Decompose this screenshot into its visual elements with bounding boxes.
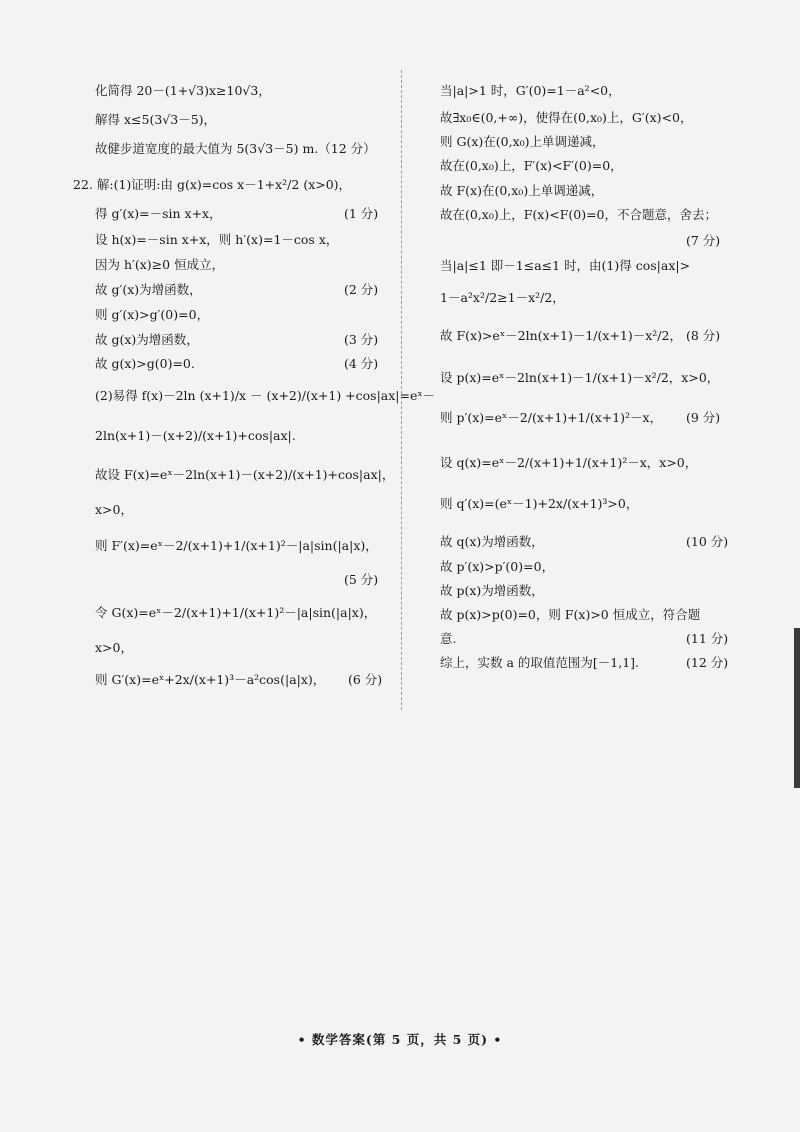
right-line-18: 故 p(x)>p(0)=0，则 F(x)>0 恒成立，符合题 (440, 607, 701, 622)
left-score-11: (4 分) (344, 356, 379, 371)
left-line-11: 故 g(x)>g(0)=0. (95, 356, 195, 371)
column-divider (401, 70, 402, 710)
right-line-4: 故在(0,x₀)上，F′(x)<F′(0)=0， (440, 158, 623, 173)
left-line-3: 故健步道宽度的最大值为 5(3√3－5) m.（12 分） (95, 141, 376, 156)
right-line-9: 1－a²x²/2≥1－x²/2， (440, 290, 565, 305)
right-line-15: 故 q(x)为增函数， (440, 534, 544, 549)
right-line-20: 综上，实数 a 的取值范围为[－1,1]. (440, 655, 640, 670)
right-score-15: (10 分) (686, 534, 729, 549)
left-line-5: 得 g′(x)=－sin x+x， (95, 206, 222, 221)
left-score-8: (2 分) (344, 282, 379, 297)
right-line-13: 设 q(x)=eˣ－2/(x+1)+1/(x+1)²－x，x>0， (440, 455, 698, 470)
right-line-16: 故 p′(x)>p′(0)=0， (440, 559, 555, 574)
right-line-1: 当|a|>1 时，G′(0)=1－a²<0， (440, 83, 621, 98)
left-line-9: 则 g′(x)>g′(0)=0， (95, 307, 210, 322)
left-line-13: 2ln(x+1)－(x+2)/(x+1)+cos|ax|. (95, 428, 296, 443)
right-score-12: (9 分) (686, 410, 721, 425)
left-line-1: 化简得 20－(1+√3)x≥10√3， (95, 83, 271, 98)
left-line-20: 则 G′(x)=eˣ+2x/(x+1)³－a²cos(|a|x)， (95, 672, 326, 687)
left-line-19: x>0， (95, 640, 133, 655)
left-line-14: 故设 F(x)=eˣ－2ln(x+1)－(x+2)/(x+1)+cos|ax|， (95, 467, 395, 482)
left-line-15: x>0， (95, 502, 133, 517)
right-score-7: (7 分) (686, 233, 721, 248)
right-line-8: 当|a|≤1 即－1≤a≤1 时，由(1)得 cos|ax|> (440, 258, 691, 273)
right-score-19: (11 分) (686, 631, 729, 646)
left-line-16: 则 F′(x)=eˣ－2/(x+1)+1/(x+1)²－|a|sin(|a|x)， (95, 538, 378, 553)
left-line-8: 故 g′(x)为增函数， (95, 282, 202, 297)
page-footer: • 数学答案(第 5 页，共 5 页) • (297, 1032, 503, 1047)
left-score-5: (1 分) (344, 206, 379, 221)
right-line-5: 故 F(x)在(0,x₀)上单调递减， (440, 183, 604, 198)
right-edge-bar (794, 628, 800, 788)
right-line-11: 设 p(x)=eˣ－2ln(x+1)－1/(x+1)－x²/2，x>0， (440, 370, 720, 385)
right-score-10: (8 分) (686, 328, 721, 343)
right-line-12: 则 p′(x)=eˣ－2/(x+1)+1/(x+1)²－x， (440, 410, 663, 425)
left-line-4: 22. 解:(1)证明:由 g(x)=cos x－1+x²/2 (x>0)， (73, 177, 352, 192)
right-line-17: 故 p(x)为增函数， (440, 583, 544, 598)
left-line-12: (2)易得 f(x)－2ln (x+1)/x － (x+2)/(x+1) +cos|ax|=eˣ－ (95, 388, 436, 403)
left-line-10: 故 g(x)为增函数， (95, 332, 199, 347)
right-line-6: 故在(0,x₀)上，F(x)<F(0)=0，不合题意，舍去； (440, 207, 717, 222)
right-line-14: 则 q′(x)=(eˣ－1)+2x/(x+1)³>0， (440, 496, 639, 511)
left-score-10: (3 分) (344, 332, 379, 347)
left-line-7: 因为 h′(x)≥0 恒成立， (95, 257, 225, 272)
left-line-6: 设 h(x)=－sin x+x，则 h′(x)=1－cos x， (95, 232, 339, 247)
right-line-19: 意. (440, 631, 457, 646)
left-score-20: (6 分) (348, 672, 383, 687)
right-line-10: 故 F(x)>eˣ－2ln(x+1)－1/(x+1)－x²/2， (440, 328, 682, 343)
right-score-20: (12 分) (686, 655, 729, 670)
left-line-2: 解得 x≤5(3√3－5)， (95, 112, 217, 127)
left-score-17: (5 分) (344, 572, 379, 587)
left-line-18: 令 G(x)=eˣ－2/(x+1)+1/(x+1)²－|a|sin(|a|x)， (95, 605, 377, 620)
right-line-3: 则 G(x)在(0,x₀)上单调递减， (440, 134, 605, 149)
right-line-2: 故∃x₀∈(0,+∞)，使得在(0,x₀)上，G′(x)<0， (440, 110, 693, 125)
